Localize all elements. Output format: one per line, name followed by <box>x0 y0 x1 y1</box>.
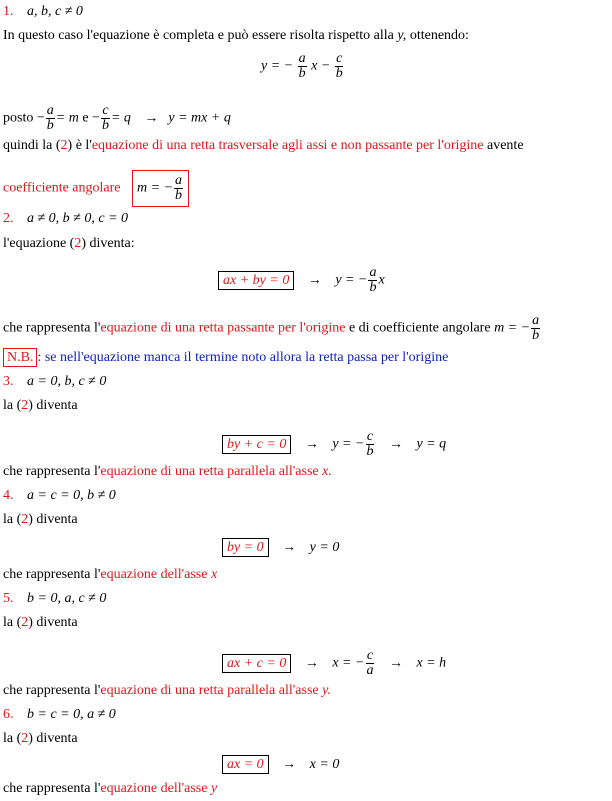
eq-part: = q <box>110 110 131 126</box>
eq-part: y = mx + q <box>168 110 231 126</box>
denominator: b <box>175 188 183 203</box>
text: avente <box>487 138 524 153</box>
item-3-header <box>3 374 106 390</box>
denominator: b <box>532 328 540 343</box>
intro-text-2: ottenendo: <box>409 28 469 43</box>
diventa-line <box>3 512 78 528</box>
numerator: a <box>298 51 306 66</box>
highlight-text: equazione di una retta parallela all'asse <box>100 464 319 479</box>
fraction-c-b <box>101 104 110 133</box>
condition: b = c = 0, a ≠ 0 <box>27 707 116 722</box>
item-number: 6. <box>3 707 14 722</box>
var-y: y. <box>322 683 332 698</box>
denominator: b <box>335 66 343 81</box>
rapp-line-2 <box>3 314 541 343</box>
numerator: c <box>336 51 343 66</box>
text: ) diventa <box>28 615 78 630</box>
denominator: b <box>369 280 377 295</box>
numerator: a <box>46 103 54 118</box>
numerator: a <box>369 265 377 280</box>
conjunction: e <box>82 110 89 126</box>
nb-text: : se nell'equazione manca il termine noto allora la retta passa per l'origine <box>37 350 449 365</box>
denominator: b <box>101 118 109 133</box>
text: la ( <box>3 512 22 527</box>
nb-line <box>3 350 448 366</box>
item-1-header <box>3 4 83 20</box>
eq-part: m = − <box>137 180 174 196</box>
text: e di coefficiente angolare <box>348 320 491 336</box>
fraction-a-b <box>531 314 540 343</box>
eq-part: x = h <box>416 655 447 671</box>
quindi-line <box>3 138 524 154</box>
fraction-a-b <box>298 52 307 81</box>
fraction-c-b <box>365 430 374 459</box>
eq-part: y = 0 <box>309 540 340 555</box>
item-number: 4. <box>3 488 14 503</box>
text: ) è l' <box>67 138 92 153</box>
highlight-text: equazione di una retta passante per l'origine <box>100 320 346 336</box>
equation-item-4 <box>222 540 339 556</box>
rapp-line-4 <box>3 567 217 583</box>
ref-2: 2 <box>21 512 29 527</box>
numerator: a <box>532 313 540 328</box>
equation-y-solved <box>261 52 345 81</box>
slope-box <box>132 170 189 207</box>
equation-item-5 <box>222 649 446 678</box>
arrow-icon: → <box>282 757 297 772</box>
minus-sign: − <box>36 110 45 126</box>
text: quindi la ( <box>3 138 61 153</box>
ref-2: 2 <box>21 731 29 746</box>
posto-word: posto <box>3 110 34 126</box>
eq-part: y = − <box>335 272 368 288</box>
text: la ( <box>3 398 22 413</box>
arrow-icon: → <box>388 436 403 452</box>
eq-part: x = 0 <box>309 757 340 772</box>
diventa-line <box>3 731 78 747</box>
text: ) diventa: <box>81 236 135 251</box>
rapp-line-6 <box>3 781 217 797</box>
text: ) diventa <box>28 731 78 746</box>
text: la ( <box>3 731 22 746</box>
denominator: a <box>366 663 374 678</box>
eq-part: x <box>378 272 385 288</box>
ref-2: 2 <box>21 398 29 413</box>
arrow-icon: → <box>307 272 322 288</box>
text: l'equazione ( <box>3 236 75 251</box>
highlight-text: coefficiente angolare <box>3 180 121 196</box>
arrow-icon: → <box>282 540 297 555</box>
equation-item-2 <box>218 266 385 295</box>
var-x: x <box>210 567 218 582</box>
intro-text: In questo caso l'equazione è completa e può essere risolta rispetto alla <box>3 28 394 43</box>
intro-line <box>3 28 469 44</box>
minus-sign: − <box>92 110 100 126</box>
highlight-text: equazione di una retta parallela all'asse <box>100 683 319 698</box>
text: ) diventa <box>28 512 78 527</box>
fraction-a-b <box>174 174 183 203</box>
fraction-c-a <box>365 649 374 678</box>
highlight-text: equazione dell'asse <box>100 567 208 582</box>
posto-line <box>3 104 231 133</box>
rapp-line-5 <box>3 683 331 699</box>
eq-part: y = q <box>416 436 447 452</box>
fraction-a-b <box>46 104 55 133</box>
text: che rappresenta l' <box>3 683 101 698</box>
text: la ( <box>3 615 22 630</box>
arrow-icon: → <box>388 655 403 671</box>
denominator: b <box>298 66 306 81</box>
ref-2: 2 <box>21 615 29 630</box>
condition: b = 0, a, c ≠ 0 <box>27 591 107 606</box>
equation-item-6 <box>222 757 339 773</box>
condition: a = 0, b, c ≠ 0 <box>27 374 107 389</box>
fraction-c-b <box>335 52 344 81</box>
text: che rappresenta l' <box>3 320 101 336</box>
denominator: b <box>46 118 54 133</box>
var-y: y, <box>397 28 407 43</box>
coeff-line <box>3 170 189 207</box>
item-number: 1. <box>3 4 14 19</box>
item-number: 3. <box>3 374 14 389</box>
var-x: x. <box>322 464 332 479</box>
fraction-a-b <box>368 266 377 295</box>
equation-item-3 <box>222 430 446 459</box>
item-number: 5. <box>3 591 14 606</box>
eq-part: y = − <box>261 58 294 74</box>
numerator: a <box>175 173 183 188</box>
ref-2: 2 <box>60 138 68 153</box>
eq-part: m = − <box>494 320 531 336</box>
item-4-header <box>3 488 116 504</box>
nb-badge: N.B. <box>3 348 37 367</box>
ref-2: 2 <box>74 236 82 251</box>
text: che rappresenta l' <box>3 464 101 479</box>
rapp-line-3 <box>3 464 332 480</box>
text: ) diventa <box>28 398 78 413</box>
boxed-equation: by + c = 0 <box>222 435 291 454</box>
text: che rappresenta l' <box>3 567 101 582</box>
condition: a = c = 0, b ≠ 0 <box>27 488 116 503</box>
item-5-header <box>3 591 106 607</box>
highlight-text: equazione di una retta trasversale agli assi e non passante per l'origine <box>91 138 484 153</box>
text: che rappresenta l' <box>3 781 101 796</box>
arrow-icon: → <box>144 110 159 126</box>
diventa-line <box>3 236 135 252</box>
highlight-text: equazione dell'asse <box>100 781 208 796</box>
item-number: 2. <box>3 211 14 226</box>
diventa-line <box>3 615 78 631</box>
boxed-equation: by = 0 <box>222 538 269 557</box>
numerator: c <box>366 429 374 444</box>
boxed-equation: ax + c = 0 <box>222 654 291 673</box>
var-y: y <box>210 781 218 796</box>
condition: a, b, c ≠ 0 <box>27 4 83 19</box>
condition: a ≠ 0, b ≠ 0, c = 0 <box>27 211 129 226</box>
eq-part: x = − <box>332 655 365 671</box>
boxed-equation: ax = 0 <box>222 755 269 774</box>
item-2-header <box>3 211 128 227</box>
numerator: c <box>366 648 374 663</box>
diventa-line <box>3 398 78 414</box>
item-6-header <box>3 707 116 723</box>
denominator: b <box>366 444 374 459</box>
eq-part: y = − <box>332 436 365 452</box>
eq-part: = m <box>55 110 79 126</box>
arrow-icon: → <box>304 655 319 671</box>
eq-part: x − <box>311 58 331 74</box>
boxed-equation: ax + by = 0 <box>218 271 294 290</box>
numerator: c <box>102 103 109 118</box>
arrow-icon: → <box>304 436 319 452</box>
